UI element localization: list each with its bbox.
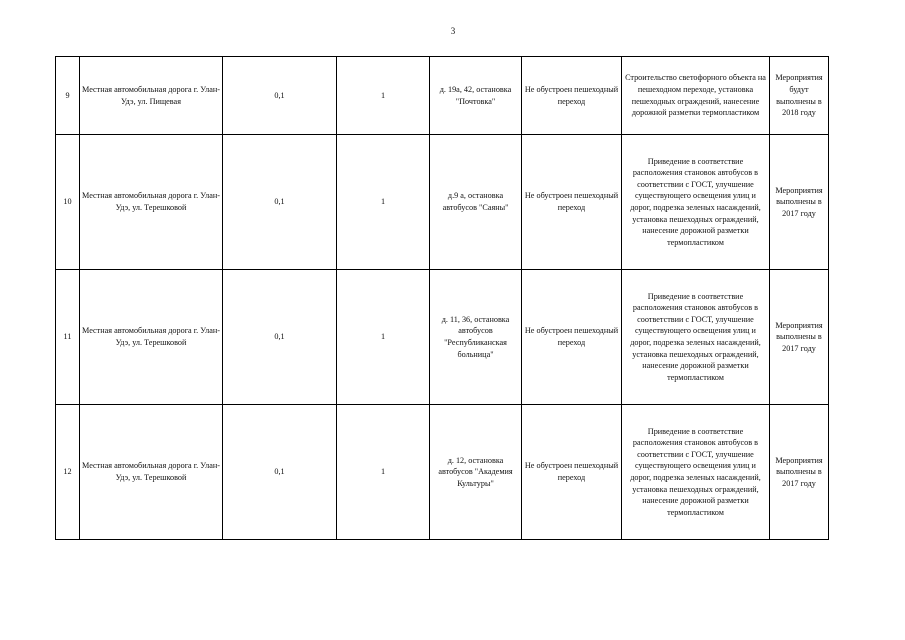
road-name: Местная автомобильная дорога г. Улан-Удэ, ул. Пищевая: [80, 57, 223, 135]
road-length: 0,1: [223, 270, 337, 405]
row-number: 10: [56, 135, 80, 270]
road-name: Местная автомобильная дорога г. Улан-Удэ, ул. Терешковой: [80, 135, 223, 270]
location: д. 12, остановка автобусов "Академия Культуры": [430, 405, 522, 540]
table-row: [56, 135, 829, 270]
road-name: Местная автомобильная дорога г. Улан-Удэ, ул. Терешковой: [80, 270, 223, 405]
status: Мероприятия выполнены в 2017 году: [770, 270, 829, 405]
table-row: [56, 405, 829, 540]
location: д. 19а, 42, остановка "Почтовка": [430, 57, 522, 135]
page-number: 3: [450, 26, 456, 36]
location: д.9 а, остановка автобусов "Саяны": [430, 135, 522, 270]
measures: Приведение в соответствие расположения становок автобусов в соответствии с ГОСТ, улучшение существующего освещения улиц и дорог, подрезка зеленых насаждений, установка пешеходных ограждений, нанесение дорожной разметки термопластиком: [622, 270, 770, 405]
status: Мероприятия выполнены в 2017 году: [770, 135, 829, 270]
problem: Не обустроен пешеходный переход: [522, 270, 622, 405]
measures: Строительство светофорного объекта на пешеходном переходе, установка пешеходных ограждений, нанесение дорожной разметки термопластиком: [622, 57, 770, 135]
status: Мероприятия выполнены в 2017 году: [770, 405, 829, 540]
table-row: [56, 57, 829, 135]
problem: Не обустроен пешеходный переход: [522, 405, 622, 540]
table-row: [56, 270, 829, 405]
row-number: 11: [56, 270, 80, 405]
object-count: 1: [337, 270, 430, 405]
object-count: 1: [337, 57, 430, 135]
object-count: 1: [337, 405, 430, 540]
location: д. 11, 36, остановка автобусов "Республиканская больница": [430, 270, 522, 405]
road-length: 0,1: [223, 57, 337, 135]
road-measures-table: [55, 56, 829, 540]
road-length: 0,1: [223, 405, 337, 540]
problem: Не обустроен пешеходный переход: [522, 57, 622, 135]
row-number: 12: [56, 405, 80, 540]
road-length: 0,1: [223, 135, 337, 270]
measures: Приведение в соответствие расположения становок автобусов в соответствии с ГОСТ, улучшение существующего освещения улиц и дорог, подрезка зеленых насаждений, установка пешеходных ограждений, нанесение дорожной разметки термопластиком: [622, 405, 770, 540]
problem: Не обустроен пешеходный переход: [522, 135, 622, 270]
status: Мероприятия будут выполнены в 2018 году: [770, 57, 829, 135]
object-count: 1: [337, 135, 430, 270]
row-number: 9: [56, 57, 80, 135]
measures: Приведение в соответствие расположения становок автобусов в соответствии с ГОСТ, улучшение существующего освещения улиц и дорог, подрезка зеленых насаждений, установка пешеходных ограждений, нанесение дорожной разметки термопластиком: [622, 135, 770, 270]
road-name: Местная автомобильная дорога г. Улан-Удэ, ул. Терешковой: [80, 405, 223, 540]
